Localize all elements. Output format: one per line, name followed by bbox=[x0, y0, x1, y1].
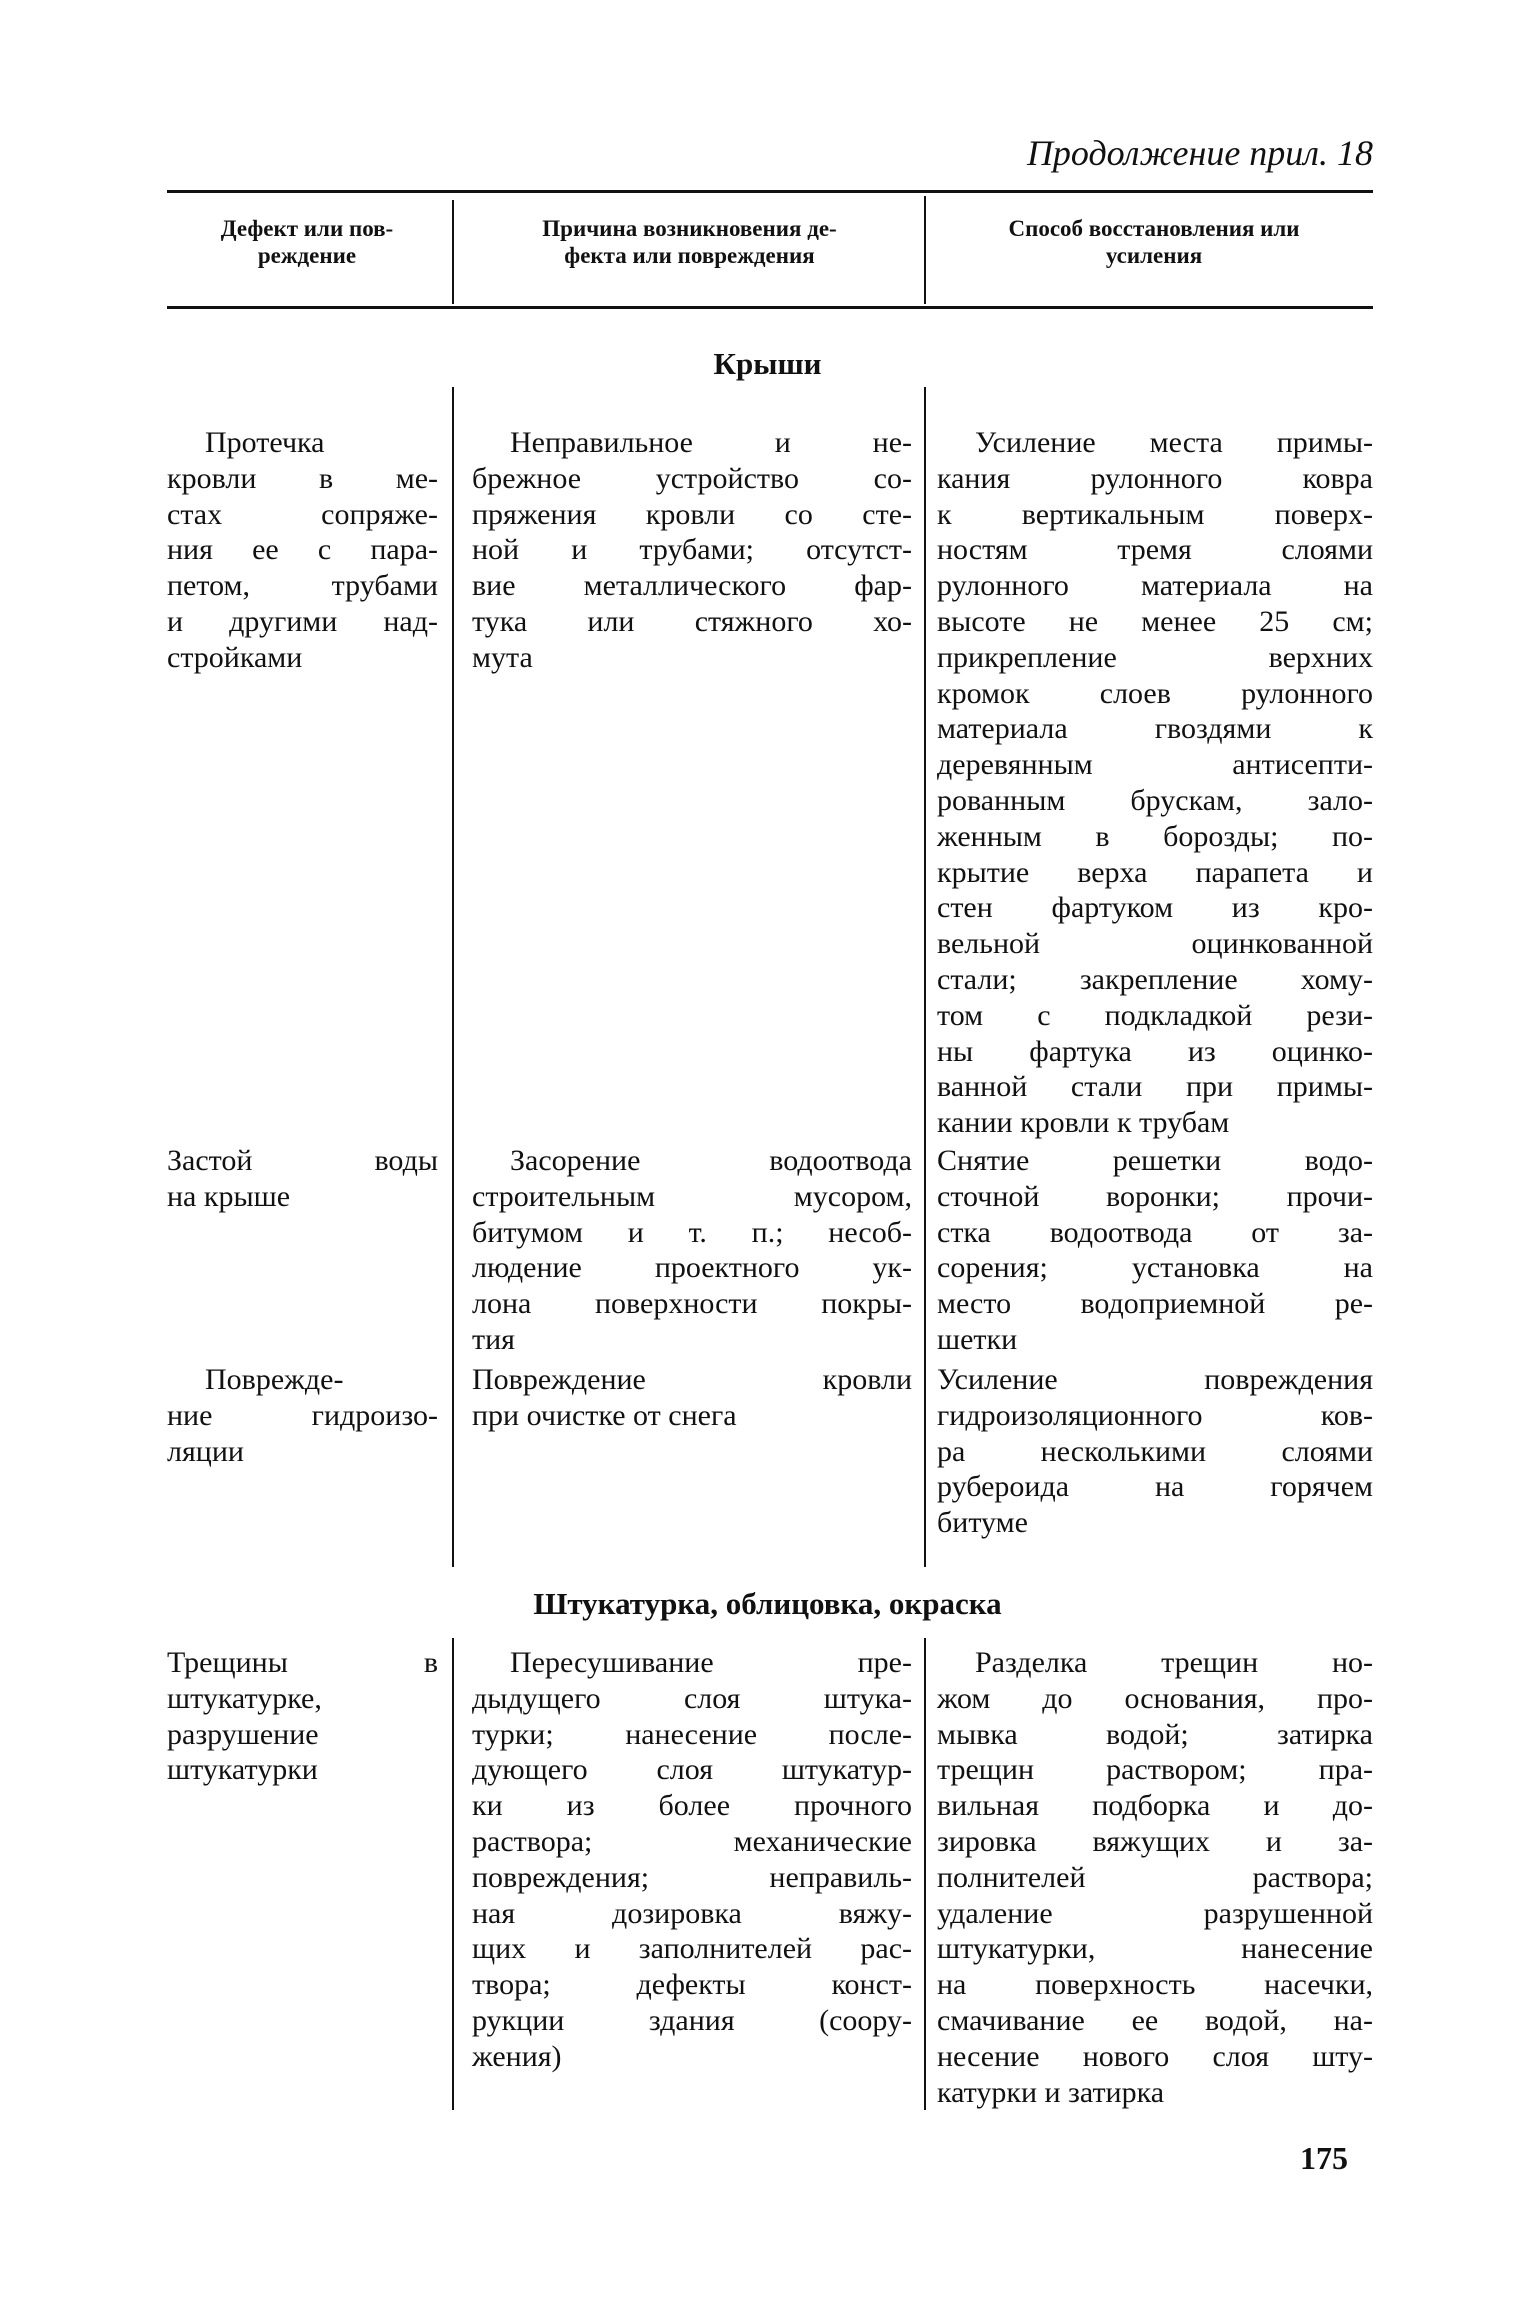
text-line: катурки и затирка bbox=[937, 2075, 1165, 2109]
column-divider bbox=[452, 387, 454, 1567]
text-line: повреждения; неправиль- bbox=[472, 1860, 912, 1894]
text-line: сточной воронки; прочи- bbox=[937, 1179, 1373, 1213]
header-line: Способ восстановления или bbox=[1008, 216, 1300, 241]
text-line: турки; нанесение после- bbox=[472, 1717, 912, 1751]
text-line: Застой воды bbox=[167, 1144, 438, 1177]
text-line: на крыше bbox=[167, 1179, 291, 1213]
page-number: 175 bbox=[1300, 2140, 1348, 2176]
text-line: Протечка bbox=[205, 426, 325, 459]
cell-cause bbox=[472, 1645, 912, 2075]
text-line: штукатурке, bbox=[167, 1681, 322, 1715]
text-line: прикрепление верхних bbox=[937, 640, 1373, 674]
text-line: зировка вяжущих и за- bbox=[937, 1824, 1373, 1858]
text-line: рулонного материала на bbox=[937, 569, 1373, 603]
text-line: Засорение водоотвода bbox=[510, 1144, 912, 1177]
text-line: гидроизоляционного ков- bbox=[937, 1398, 1373, 1432]
text-line: удаление разрушенной bbox=[937, 1896, 1373, 1930]
text-line: место водоприемной ре- bbox=[937, 1287, 1373, 1321]
cell-defect bbox=[167, 425, 438, 676]
text-line: мута bbox=[472, 640, 533, 674]
text-line: ляции bbox=[167, 1434, 244, 1468]
text-line: кромок слоев рулонного bbox=[937, 676, 1373, 710]
text-line: сорения; установка на bbox=[937, 1251, 1373, 1285]
text-line: лона поверхности покры- bbox=[472, 1287, 912, 1321]
text-line: рованным брускам, зало- bbox=[937, 783, 1373, 817]
column-divider bbox=[452, 1638, 454, 2110]
table-header-rule bbox=[167, 306, 1373, 309]
text-line: на поверхность насечки, bbox=[937, 1968, 1373, 2002]
cell-defect bbox=[167, 1645, 438, 1788]
text-line: шетки bbox=[937, 1322, 1018, 1356]
text-line: смачивание ее водой, на- bbox=[937, 2003, 1373, 2037]
text-line: тука или стяжного хо- bbox=[472, 604, 912, 638]
text-line: людение проектного ук- bbox=[472, 1251, 912, 1285]
cell-remedy bbox=[937, 1143, 1373, 1358]
cell-remedy bbox=[937, 1362, 1373, 1541]
text-line: деревянным антисепти- bbox=[937, 748, 1373, 782]
text-line: стах сопряже- bbox=[167, 497, 438, 531]
cell-defect bbox=[167, 1362, 438, 1469]
text-line: и другими над- bbox=[167, 604, 438, 638]
text-line: битуме bbox=[937, 1506, 1028, 1540]
header-line: Дефект или пов- bbox=[220, 216, 394, 241]
text-line: Пересушивание пре- bbox=[510, 1646, 912, 1679]
text-line: несение нового слоя шту- bbox=[937, 2039, 1373, 2073]
cell-cause bbox=[472, 1362, 912, 1434]
text-line: рубероида на горячем bbox=[937, 1470, 1373, 1504]
text-line: трещин раствором; пра- bbox=[937, 1753, 1373, 1787]
column-divider bbox=[924, 387, 926, 1567]
text-line: Поврежде- bbox=[205, 1363, 344, 1396]
text-line: мывка водой; затирка bbox=[937, 1717, 1373, 1751]
text-line: пряжения кровли со сте- bbox=[472, 497, 912, 531]
text-line: стка водоотвода от за- bbox=[937, 1215, 1373, 1249]
text-line: петом, трубами bbox=[167, 569, 438, 603]
text-line: высоте не менее 25 см; bbox=[937, 604, 1373, 638]
text-line: Повреждение кровли bbox=[472, 1363, 912, 1396]
text-line: тия bbox=[472, 1322, 515, 1356]
text-line: ностям тремя слоями bbox=[937, 533, 1373, 567]
text-line: стройками bbox=[167, 640, 303, 674]
text-line: жом до основания, про- bbox=[937, 1681, 1373, 1715]
text-line: Неправильное и не- bbox=[510, 426, 912, 459]
text-line: том с подкладкой рези- bbox=[937, 998, 1373, 1032]
text-line: штукатурки bbox=[167, 1753, 318, 1787]
text-line: кании кровли к трубам bbox=[937, 1106, 1230, 1140]
table-top-rule bbox=[167, 190, 1373, 193]
text-line: твора; дефекты конст- bbox=[472, 1968, 912, 2002]
text-line: строительным мусором, bbox=[472, 1179, 912, 1213]
header-line: усиления bbox=[1105, 243, 1203, 268]
text-line: Трещины в bbox=[167, 1646, 438, 1679]
cell-cause bbox=[472, 425, 912, 676]
text-line: раствора; механические bbox=[472, 1824, 912, 1858]
column-divider bbox=[452, 200, 454, 304]
column-divider bbox=[924, 196, 926, 304]
text-line: ния ее с пара- bbox=[167, 533, 438, 567]
text-line: дыдущего слоя штука- bbox=[472, 1681, 912, 1715]
text-line: вие металлического фар- bbox=[472, 569, 912, 603]
text-line: женным в борозды; по- bbox=[937, 819, 1373, 853]
section-title-plaster: Штукатурка, облицовка, окраска bbox=[533, 1586, 1002, 1621]
column-header-remedy bbox=[935, 215, 1373, 269]
text-line: полнителей раствора; bbox=[937, 1860, 1373, 1894]
text-line: разрушение bbox=[167, 1717, 319, 1751]
text-line: ной и трубами; отсутст- bbox=[472, 533, 912, 567]
column-header-cause bbox=[462, 215, 917, 269]
text-line: кания рулонного ковра bbox=[937, 461, 1373, 495]
cell-defect bbox=[167, 1143, 438, 1215]
column-divider bbox=[924, 1638, 926, 2110]
running-header: Продолжение прил. 18 bbox=[1026, 133, 1373, 173]
text-line: стен фартуком из кро- bbox=[937, 891, 1373, 925]
text-line: вельной оцинкованной bbox=[937, 927, 1373, 961]
text-line: ки из более прочного bbox=[472, 1789, 912, 1823]
text-line: битумом и т. п.; несоб- bbox=[472, 1215, 912, 1249]
text-line: Снятие решетки водо- bbox=[937, 1144, 1373, 1177]
cell-cause bbox=[472, 1143, 912, 1358]
text-line: при очистке от снега bbox=[472, 1398, 737, 1432]
text-line: ванной стали при примы- bbox=[937, 1070, 1373, 1104]
text-line: щих и заполнителей рас- bbox=[472, 1932, 912, 1966]
text-line: Разделка трещин но- bbox=[975, 1646, 1373, 1679]
column-header-defect bbox=[167, 215, 447, 269]
text-line: ны фартука из оцинко- bbox=[937, 1034, 1373, 1068]
text-line: кровли в ме- bbox=[167, 461, 438, 495]
text-line: ра несколькими слоями bbox=[937, 1434, 1373, 1468]
text-line: брежное устройство со- bbox=[472, 461, 912, 495]
text-line: к вертикальным поверх- bbox=[937, 497, 1373, 531]
text-line: ние гидроизо- bbox=[167, 1398, 438, 1432]
text-line: Усиление места примы- bbox=[975, 426, 1373, 459]
section-title-roofs: Крыши bbox=[713, 346, 822, 381]
text-line: вильная подборка и до- bbox=[937, 1789, 1373, 1823]
text-line: крытие верха парапета и bbox=[937, 855, 1373, 889]
text-line: материала гвоздями к bbox=[937, 712, 1373, 746]
header-line: реждение bbox=[257, 243, 357, 268]
cell-remedy bbox=[937, 425, 1373, 1141]
text-line: дующего слоя штукатур- bbox=[472, 1753, 912, 1787]
text-line: жения) bbox=[472, 2039, 562, 2073]
header-line: фекта или повреждения bbox=[564, 243, 815, 268]
text-line: рукции здания (соору- bbox=[472, 2003, 912, 2037]
header-line: Причина возникновения де- bbox=[542, 216, 837, 241]
text-line: ная дозировка вяжу- bbox=[472, 1896, 912, 1930]
text-line: штукатурки, нанесение bbox=[937, 1932, 1373, 1966]
cell-remedy bbox=[937, 1645, 1373, 2110]
text-line: стали; закрепление хому- bbox=[937, 962, 1373, 996]
text-line: Усиление повреждения bbox=[937, 1363, 1373, 1396]
